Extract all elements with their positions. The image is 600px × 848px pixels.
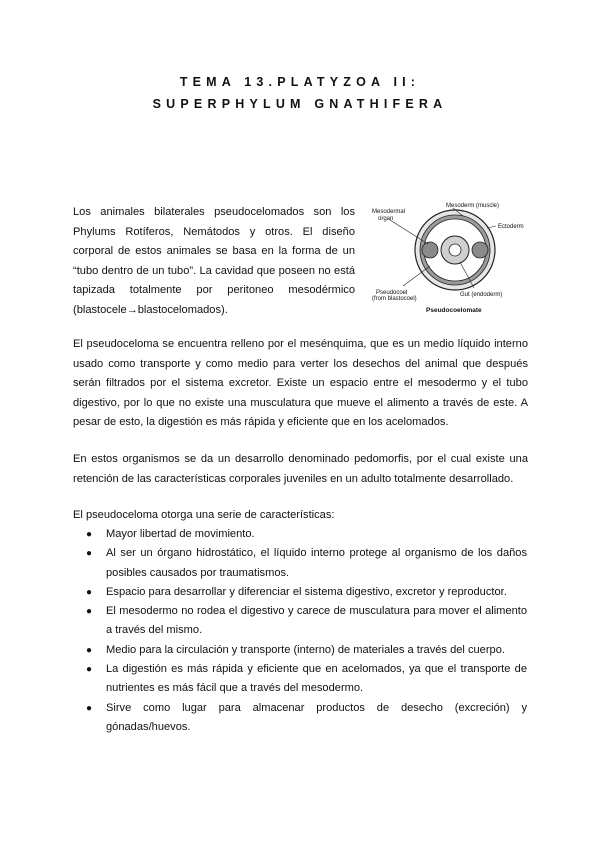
paragraph-mesenchyme: El pseudoceloma se encuentra relleno por el mesénquima, que es un medio líquido interno usado como transporte y como medio para verter los desechos del animal que después serán filtrados por el sistema excretor. Existe un espacio entre el mesodermo y el tubo digestivo, por lo que no existe una musculatura que mueve el alimento a través de este. A pesar de esto, la digestión es más rápida y eficiente que en los acelomados.	[73, 338, 528, 428]
list-item-text: Mayor libertad de movimiento.	[106, 528, 255, 540]
bullet-icon: ●	[86, 702, 93, 714]
paragraph-pedomorphosis: En estos organismos se da un desarrollo denominado pedomorfis, por el cual existe una retención de las características corporales juveniles en un adulto totalmente desarrollado.	[73, 453, 528, 485]
paragraph-characteristics-intro: El pseudoceloma otorga una serie de características:	[73, 509, 335, 521]
label-mesoderm: Mesoderm (muscle)	[446, 203, 500, 209]
bullet-icon: ●	[86, 606, 93, 618]
list-item-text: Al ser un órgano hidrostático, el líquido interno protege al organismo de los daños posibles causados por traumatismos.	[106, 547, 527, 579]
diagram-caption: Pseudocoelomate	[426, 307, 482, 314]
intro-paragraph: Los animales bilaterales pseudocelomados son los Phylums Rotíferos, Nemátodos y otros. El diseño corporal de estos animales se basa en la forma de un “tubo dentro de un tubo”. La cavidad que poseen no está tapizada totalmente por peritoneo mesodérmico (blastocele→blastocelomados).	[73, 206, 355, 316]
bullet-icon: ●	[86, 586, 93, 598]
bullet-icon: ●	[86, 664, 93, 676]
page-subtitle: SUPERPHYLUM GNATHIFERA	[152, 97, 448, 111]
list-item-text: Espacio para desarrollar y diferenciar el sistema digestivo, excretor y reproductor.	[106, 585, 507, 598]
gut-lumen	[449, 244, 461, 256]
diagram-svg	[368, 200, 528, 318]
mesodermal-organ-right	[472, 242, 488, 258]
list-item	[80, 641, 527, 660]
list-item	[80, 583, 527, 602]
list-item-text: La digestión es más rápida y eficiente que en acelomados, ya que el transporte de nutrientes es más fácil que a través del mesodermo.	[106, 663, 527, 695]
mesodermal-organ-left	[422, 242, 438, 258]
bullet-icon: ●	[86, 644, 93, 656]
label-gut: Gut (endoderm)	[460, 292, 503, 298]
bullet-icon: ●	[86, 529, 93, 540]
label-mesodermal-organ-1: Mesodermal	[372, 209, 406, 215]
list-item-text: Medio para la circulación y transporte (interno) de materiales a través del cuerpo.	[106, 643, 505, 656]
label-ectoderm: Ectoderm	[498, 224, 524, 230]
list-item	[80, 660, 527, 699]
label-mesodermal-organ-2: organ	[378, 216, 394, 222]
list-item	[80, 699, 527, 738]
list-item	[80, 544, 527, 583]
list-item	[80, 525, 527, 544]
label-pseudocoel-1: Pseudocoel	[376, 290, 408, 296]
bullet-icon: ●	[86, 548, 93, 560]
page-title: TEMA 13.PLATYZOA II:	[179, 75, 421, 89]
list-item	[80, 602, 527, 641]
characteristics-list	[80, 525, 527, 737]
list-item-text: Sirve como lugar para almacenar productos de desecho (excreción) y gónadas/huevos.	[106, 701, 527, 733]
list-item-text: El mesodermo no rodea el digestivo y carece de musculatura para mover el alimento a través del mismo.	[106, 605, 527, 637]
label-pseudocoel-2: (from blastocoel)	[372, 296, 417, 302]
pseudocoelomate-diagram	[368, 200, 528, 318]
